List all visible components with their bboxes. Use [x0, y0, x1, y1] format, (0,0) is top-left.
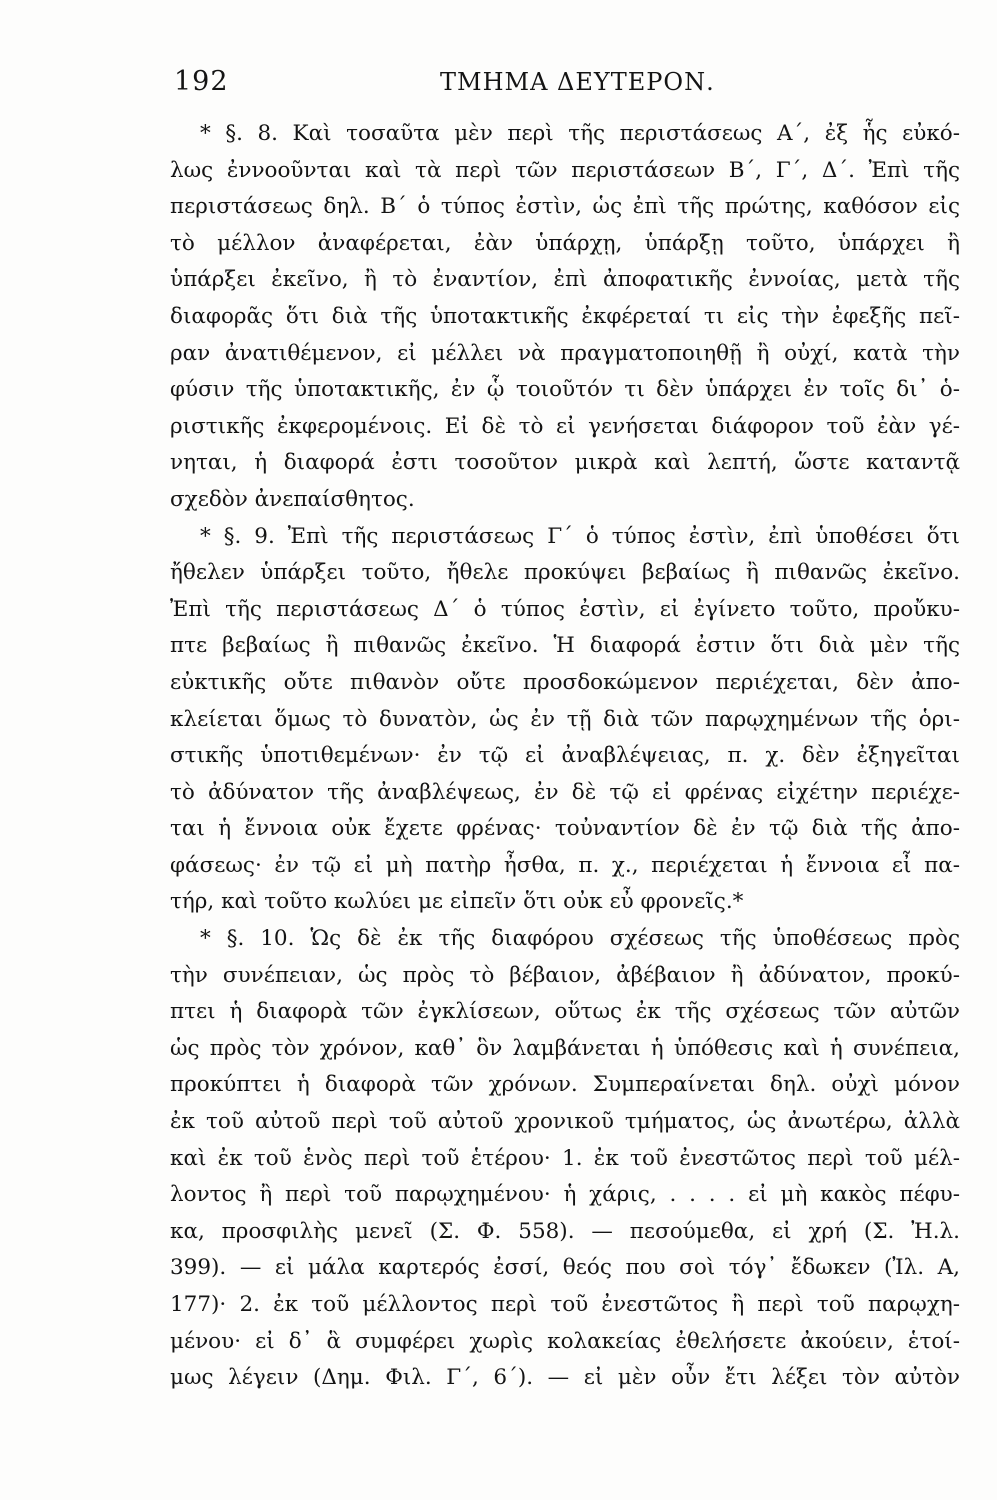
text-line: * §. 10. Ὡς δὲ ἐκ τῆς διαφόρου σχέσεως τῆς ὑποθέσεως πρὸς — [200, 926, 960, 952]
text-line: πτε βεβαίως ἢ πιθανῶς ἐκεῖνο. Ἡ διαφορά ἐστιν ὅτι διὰ μὲν τῆς — [170, 633, 960, 659]
text-line: * §. 9. Ἐπὶ τῆς περιστάσεως Γ΄ ὁ τύπος ἐστὶν, ἐπὶ ὑποθέσει ὅτι — [200, 523, 960, 549]
text-line: μένου· εἰ δ᾽ ἃ συμφέρει χωρὶς κολακείας ἐθελήσετε ἀκούειν, ἑτοί- — [170, 1328, 960, 1354]
text-line: λοντος ἢ περὶ τοῦ παρῳχημένου· ἡ χάρις, . . . . εἰ μὴ κακὸς πέφυ- — [170, 1182, 960, 1208]
text-line: διαφορᾶς ὅτι διὰ τῆς ὑποτακτικῆς ἐκφέρεταί τι εἰς τὴν ἐφεξῆς πεῖ- — [170, 303, 960, 329]
text-line: 399). — εἰ μάλα καρτερός ἐσσί, θεός που σοὶ τόγ᾽ ἔδωκεν (Ἰλ. Α, — [170, 1255, 960, 1281]
text-line: φύσιν τῆς ὑποτακτικῆς, ἐν ᾧ τοιοῦτόν τι δὲν ὑπάρχει ἐν τοῖς δι᾽ ὁ- — [170, 377, 960, 403]
text-line: προκύπτει ἡ διαφορὰ τῶν χρόνων. Συμπεραίνεται δηλ. οὐχὶ μόνον — [170, 1072, 960, 1098]
text-line: τὸ μέλλον ἀναφέρεται, ἐὰν ὑπάρχῃ, ὑπάρξῃ τοῦτο, ὑπάρχει ἢ — [170, 230, 960, 256]
text-line: μως λέγειν (Δημ. Φιλ. Γ΄, 6΄). — εἰ μὲν οὖν ἔτι λέξει τὸν αὐτὸν — [170, 1365, 960, 1391]
text-line: ραν ἀνατιθέμενον, εἰ μέλλει νὰ πραγματοποιηθῇ ἢ οὐχί, κατὰ τὴν — [170, 340, 960, 366]
text-line: ὡς πρὸς τὸν χρόνον, καθ᾽ ὃν λαμβάνεται ἡ ὑπόθεσις καὶ ἡ συνέπεια, — [170, 1035, 960, 1061]
text-line: ται ἡ ἔννοια οὐκ ἔχετε φρένας· τοὐναντίον δὲ ἐν τῷ διὰ τῆς ἀπο- — [170, 816, 960, 842]
running-head: ΤΜΗΜΑ ΔΕΥΤΕΡΟΝ. — [440, 68, 715, 96]
text-line: λως ἐννοοῦνται καὶ τὰ περὶ τῶν περιστάσεων Β΄, Γ΄, Δ΄. Ἐπὶ τῆς — [170, 157, 960, 183]
text-line: ὑπάρξει ἐκεῖνο, ἢ τὸ ἐναντίον, ἐπὶ ἀποφατικῆς ἐννοίας, μετὰ τῆς — [170, 267, 960, 293]
text-line: κα, προσφιλὴς μενεῖ (Σ. Φ. 558). — πεσούμεθα, εἰ χρή (Σ. Ἠ.λ. — [170, 1218, 960, 1244]
page-header — [160, 66, 960, 106]
text-line: τήρ, καὶ τοῦτο κωλύει με εἰπεῖν ὅτι οὐκ εὖ φρονεῖς.* — [170, 889, 744, 915]
text-line: περιστάσεως δηλ. Β΄ ὁ τύπος ἐστὶν, ὡς ἐπὶ τῆς πρώτης, καθόσον εἰς — [170, 194, 960, 220]
text-line: ἤθελεν ὑπάρξει τοῦτο, ἤθελε προκύψει βεβαίως ἢ πιθανῶς ἐκεῖνο. — [170, 560, 960, 586]
text-line: * §. 8. Καὶ τοσαῦτα μὲν περὶ τῆς περιστάσεως Α΄, ἐξ ἧς εὐκό- — [200, 121, 960, 146]
text-line: καὶ ἐκ τοῦ ἑνὸς περὶ τοῦ ἑτέρου· 1. ἐκ τοῦ ἐνεστῶτος περὶ τοῦ μέλ- — [170, 1145, 960, 1171]
text-line: πτει ἡ διαφορὰ τῶν ἐγκλίσεων, οὕτως ἐκ τῆς σχέσεως τῶν αὐτῶν — [170, 999, 960, 1025]
text-line: Ἐπὶ τῆς περιστάσεως Δ΄ ὁ τύπος ἐστὶν, εἰ ἐγίνετο τοῦτο, προὔκυ- — [170, 596, 960, 622]
text-line: νηται, ἡ διαφορά ἐστι τοσοῦτον μικρὰ καὶ λεπτή, ὥστε καταντᾷ — [170, 450, 960, 476]
text-line: στικῆς ὑποτιθεμένων· ἐν τῷ εἰ ἀναβλέψειας, π. χ. δὲν ἐξηγεῖται — [170, 743, 960, 769]
text-line: τὸ ἀδύνατον τῆς ἀναβλέψεως, ἐν δὲ τῷ εἰ φρένας εἰχέτην περιέχε- — [170, 779, 960, 805]
text-line: ριστικῆς ἐκφερομένοις. Εἰ δὲ τὸ εἰ γενήσεται διάφορον τοῦ ἐὰν γέ- — [170, 413, 960, 439]
text-line: τὴν συνέπειαν, ὡς πρὸς τὸ βέβαιον, ἀβέβαιον ἢ ἀδύνατον, προκύ- — [170, 962, 960, 988]
text-line: εὐκτικῆς οὔτε πιθανὸν οὔτε προσδοκώμενον περιέχεται, δὲν ἀπο- — [170, 669, 960, 695]
body-text — [170, 116, 960, 1397]
page-number: 192 — [174, 66, 229, 97]
text-line: ἐκ τοῦ αὐτοῦ περὶ τοῦ αὐτοῦ χρονικοῦ τμήματος, ὡς ἀνωτέρω, ἀλλὰ — [170, 1109, 960, 1135]
text-line: κλείεται ὅμως τὸ δυνατὸν, ὡς ἐν τῇ διὰ τῶν παρῳχημένων τῆς ὁρι- — [170, 706, 960, 732]
text-line: σχεδὸν ἀνεπαίσθητος. — [170, 486, 415, 512]
text-line: 177)· 2. ἐκ τοῦ μέλλοντος περὶ τοῦ ἐνεστῶτος ἢ περὶ τοῦ παρῳχη- — [170, 1292, 960, 1317]
text-line: φάσεως· ἐν τῷ εἰ μὴ πατὴρ ἦσθα, π. χ., περιέχεται ἡ ἔννοια εἶ πα- — [170, 852, 960, 878]
